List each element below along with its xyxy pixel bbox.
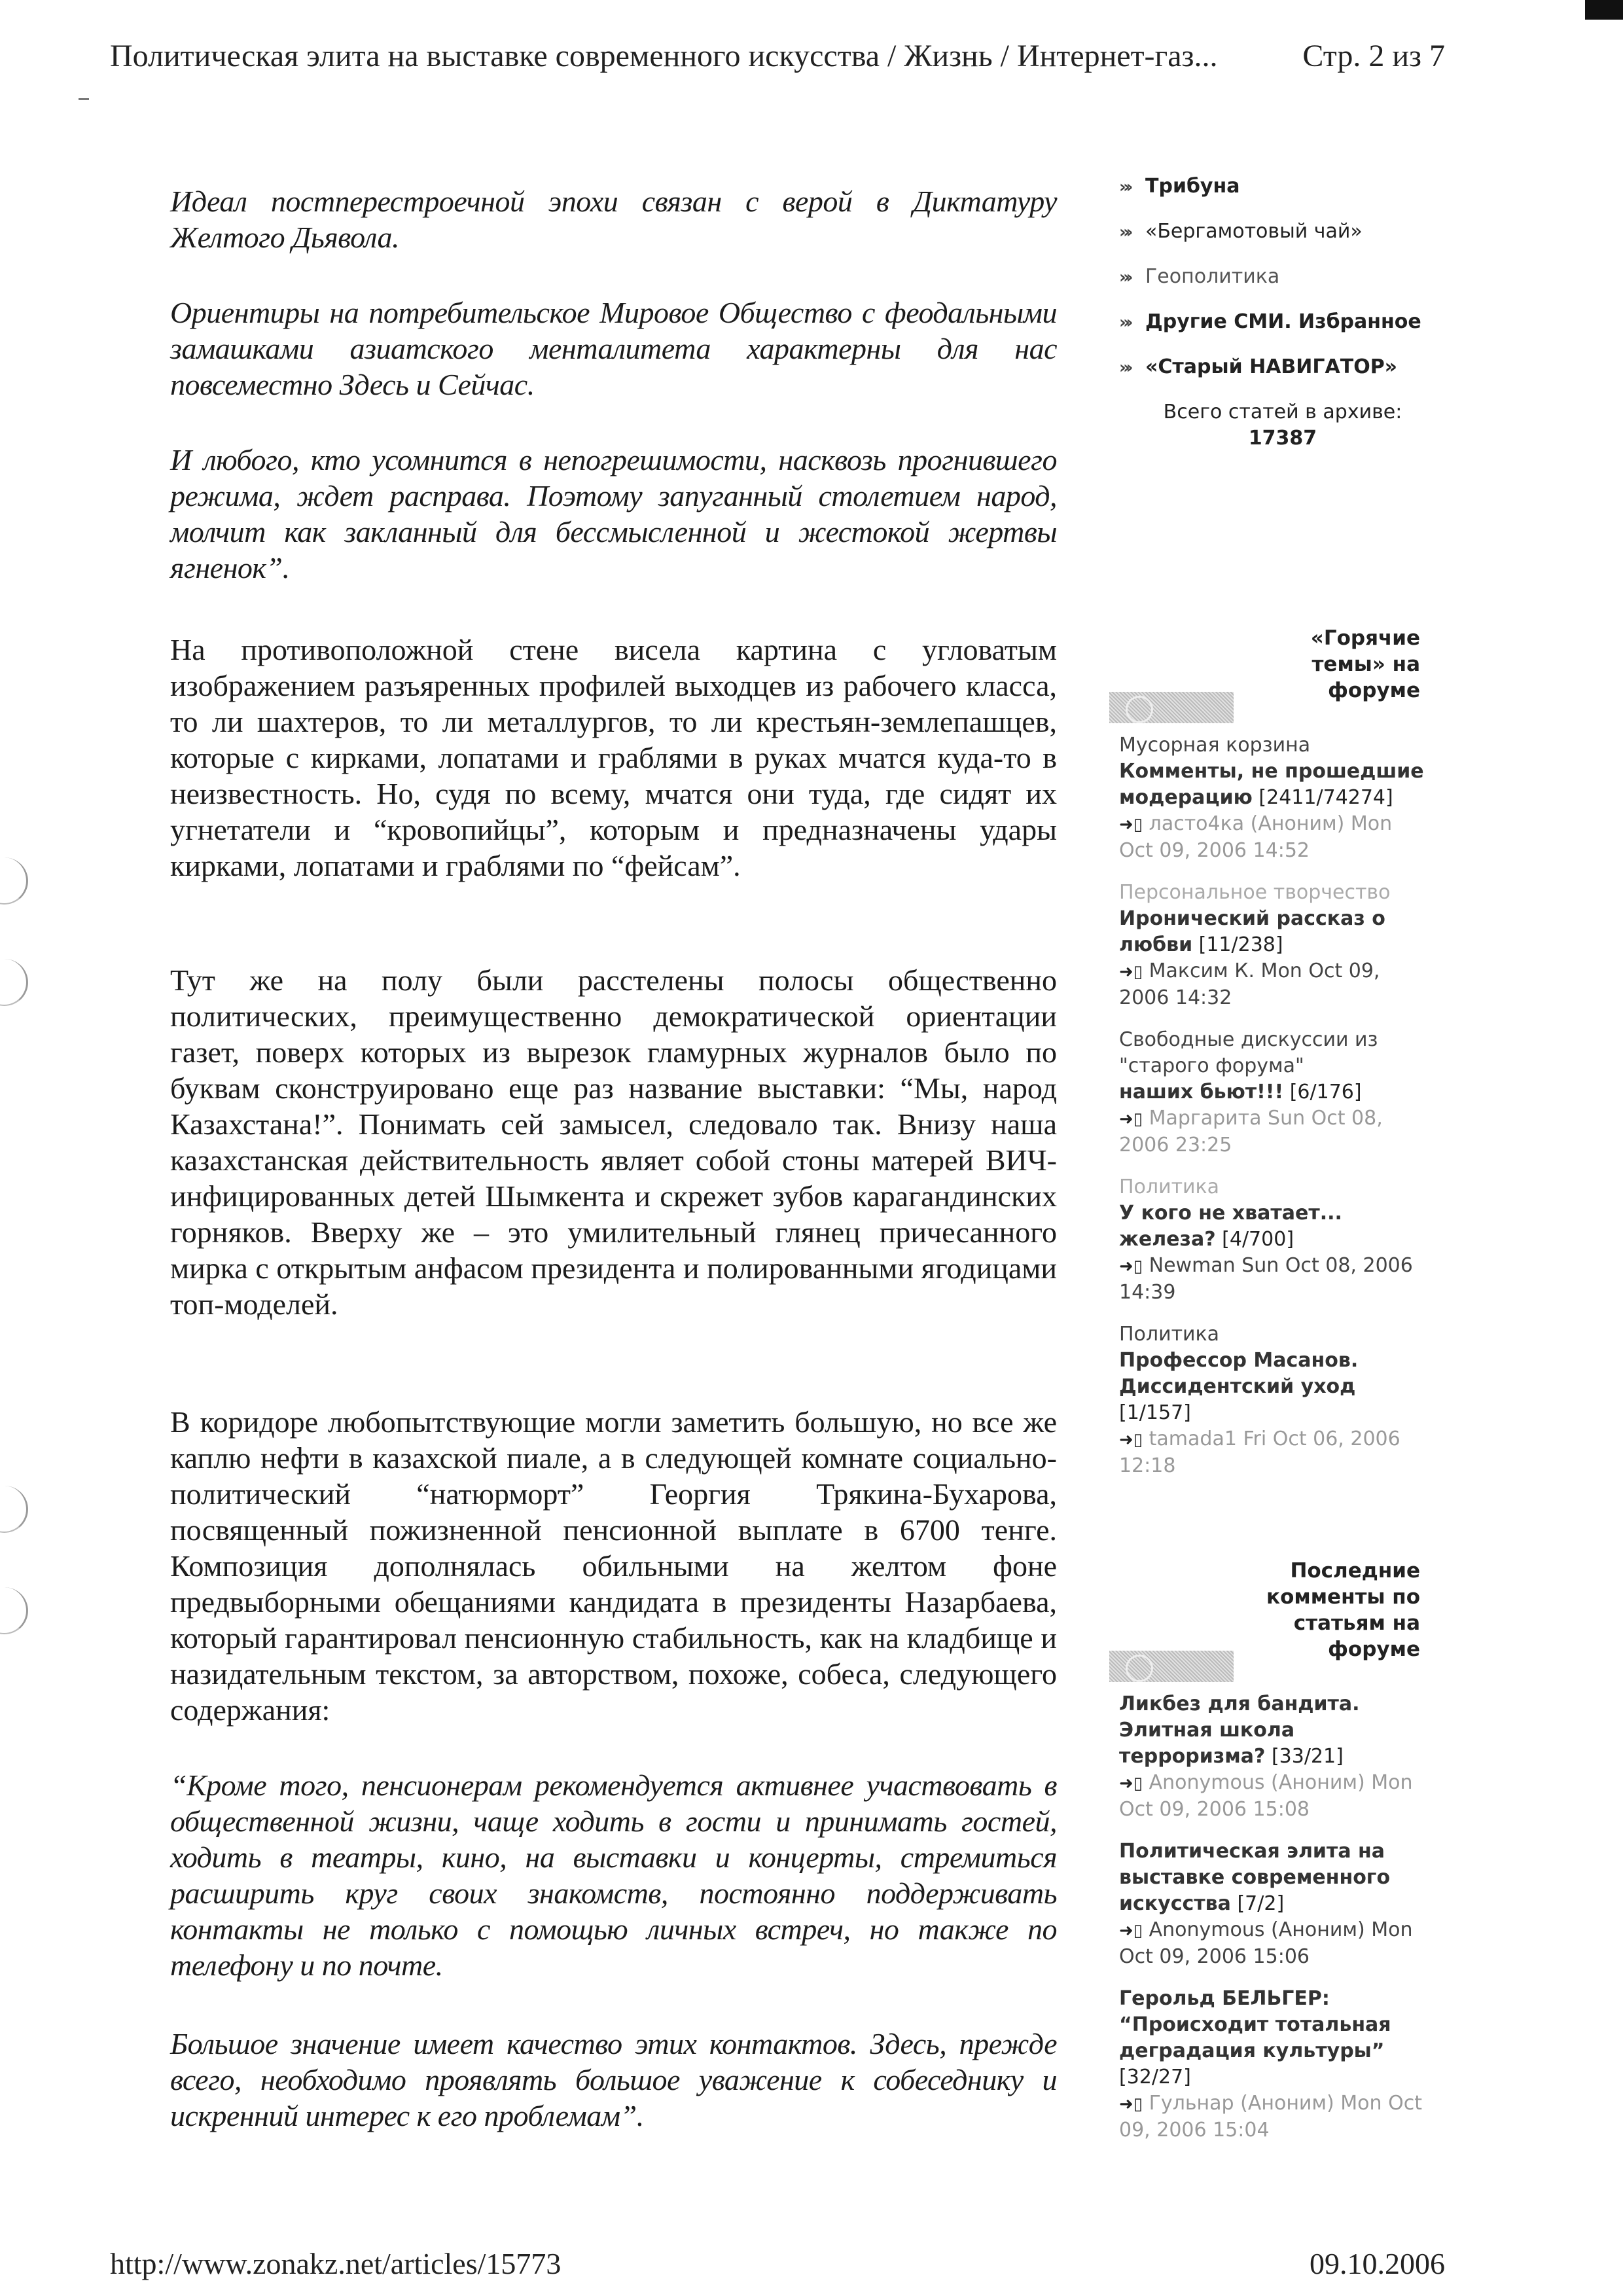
punch-hole: [0, 959, 28, 1006]
arrow-page-icon[interactable]: ➜▯: [1119, 1774, 1143, 1793]
double-chevron-icon: »›: [1119, 268, 1130, 287]
page-number: Стр. 2 из 7: [1302, 39, 1445, 73]
topic-category[interactable]: Мусорная корзина: [1119, 734, 1311, 757]
scan-dash: [79, 98, 89, 100]
list-item: Политическая элита на выставке современного искусства [7/2] ➜▯ Anonymous (Аноним) Mon Oct 09, 2006 15:06: [1119, 1840, 1413, 1968]
paragraph: Тут же на полу были расстелены полосы общественно политических, преимущественно демократической ориентации газет, поверх которых из вырезок гламурных журналов было по буквам сконструировано еще раз название выставки: “Мы, народ Казахстана!”. Понимать сей замысел, следовало так. Внизу наша казахстанская действительность являет собой стоны матерей ВИЧ-инфицированных детей Шымкента и скрежет зубов карагандинских горняков. Вверху же – это умилительный глянец причесанного мирка с открытым анфасом президента и полированными ягодицами топ-моделей.: [170, 963, 1057, 1321]
last-comments: [1119, 1558, 1427, 2159]
arrow-page-icon[interactable]: ➜▯: [1119, 2094, 1143, 2114]
topic-category[interactable]: Персональное творчество: [1119, 881, 1391, 904]
arrow-page-icon[interactable]: ➜▯: [1119, 1921, 1143, 1941]
comment-link[interactable]: Герольд БЕЛЬГЕР: “Происходит тотальная деградация культуры”: [1119, 1987, 1391, 2062]
target-icon: [1126, 696, 1153, 723]
sidebar-item-bergamot-tea[interactable]: »› «Бергамотовый чай»: [1119, 219, 1427, 245]
comment-link[interactable]: Политическая элита на выставке современного искусства: [1119, 1840, 1391, 1915]
paragraph: Большое значение имеет качество этих контактов. Здесь, прежде всего, необходимо проявлять большое уважение к собеседнику и искренний интерес к его проблемам”.: [170, 2027, 1057, 2132]
sidebar-item-old-navigator[interactable]: »› «Старый НАВИГАТОР»: [1119, 354, 1427, 381]
forum-banner-image: [1109, 1651, 1234, 1682]
arrow-page-icon[interactable]: ➜▯: [1119, 1257, 1143, 1276]
paragraph: “Кроме того, пенсионерам рекомендуется активнее участвовать в общественной жизни, чаще ходить в гости и принимать гостей, ходить в театры, кино, на выставки и концерты, стремиться расширить круг своих знакомств, постоянно поддерживать контакты не только с помощью личных встреч, но также по телефону и по почте.: [170, 1768, 1057, 1982]
comment-link[interactable]: Ликбез для бандита. Элитная школа терроризма?: [1119, 1693, 1360, 1768]
scan-mark: [1585, 0, 1623, 20]
punch-hole: [0, 857, 28, 905]
punch-hole: [0, 1486, 28, 1533]
print-header: [110, 38, 1445, 74]
paragraph: И любого, кто усомнится в непогрешимости, насквозь прогнившего режима, ждет расправа. Поэтому запуганный столетием народ, молчит как закланный для бессмысленной и жестокой жертвы ягненок”.: [170, 443, 1057, 584]
topic-link[interactable]: наших бьют!!!: [1119, 1081, 1284, 1103]
list-item: Мусорная корзина Комменты, не прошедшие модерацию [2411/74274] ➜▯ ласто4ка (Аноним) Mon Oct 09, 2006 14:52: [1119, 732, 1427, 864]
double-chevron-icon: »›: [1119, 358, 1130, 378]
page-url: http://www.zonakz.net/articles/15773: [110, 2247, 562, 2280]
arrow-page-icon[interactable]: ➜▯: [1119, 1109, 1143, 1129]
print-footer: [110, 2246, 1445, 2281]
topic-link[interactable]: Профессор Масанов. Диссидентский уход: [1119, 1349, 1359, 1398]
arrow-page-icon[interactable]: ➜▯: [1119, 815, 1143, 834]
paragraph: Ориентиры на потребительское Мировое Общество с феодальными замашками азиатского менталитета характерны для нас повсеместно Здесь и Сейчас.: [170, 296, 1057, 401]
double-chevron-icon: »›: [1119, 313, 1130, 332]
list-item: Герольд БЕЛЬГЕР: “Происходит тотальная деградация культуры” [32/27] ➜▯ Гульнар (Аноним) Mon Oct 09, 2006 15:04: [1119, 1987, 1422, 2142]
sidebar-item-other-media[interactable]: »› Другие СМИ. Избранное: [1119, 309, 1427, 336]
list-item: Ликбез для бандита. Элитная школа терроризма? [33/21] ➜▯ Anonymous (Аноним) Mon Oct 09, 2006 15:08: [1119, 1693, 1413, 1821]
archive-count: Всего статей в архиве: 17387: [1163, 401, 1402, 450]
arrow-page-icon[interactable]: ➜▯: [1119, 1430, 1143, 1450]
arrow-page-icon[interactable]: ➜▯: [1119, 962, 1143, 982]
forum-banner-image: [1109, 692, 1234, 723]
punch-hole: [0, 1587, 28, 1634]
topic-link[interactable]: Иронический рассказ о любви: [1119, 907, 1385, 956]
page-title: Политическая элита на выставке современного искусства / Жизнь / Интернет-газ...: [110, 39, 1218, 73]
paragraph: Идеал постперестроечной эпохи связан с верой в Диктатуру Желтого Дьявола.: [170, 185, 1057, 254]
paragraph: В коридоре любопытствующие могли заметить большую, но все же каплю нефти в казахской пиале, а в следующей комнате социально-политический “натюрморт” Георгия Трякина-Бухарова, посвященный пожизненной пенсионной выплате в 6700 тенге. Композиция дополнялась обильными на желтом фоне предвыборными обещаниями кандидата в президенты Назарбаева, который гарантировал пенсионную стабильность, как на кладбище и назидательным текстом, за авторством, похоже, собеса, следующего содержания:: [170, 1405, 1057, 1727]
topic-category[interactable]: Политика: [1119, 1323, 1220, 1346]
double-chevron-icon: »›: [1119, 223, 1130, 242]
list-item: Свободные дискуссии из "старого форума" наших бьют!!! [6/176] ➜▯ Маргарита Sun Oct 08, 2006 23:25: [1119, 1027, 1427, 1158]
list-item: Политика Профессор Масанов. Диссидентский уход [1/157] ➜▯ tamada1 Fri Oct 06, 2006 12:18: [1119, 1321, 1427, 1479]
target-icon: [1126, 1655, 1153, 1682]
list-item: Персональное творчество Иронический рассказ о любви [11/238] ➜▯ Максим К. Mon Oct 09, 2006 14:32: [1119, 880, 1427, 1011]
topic-link[interactable]: Комменты, не прошедшие модерацию: [1119, 760, 1424, 809]
topic-category[interactable]: Политика: [1119, 1175, 1220, 1198]
sidebar-nav: [1119, 173, 1427, 452]
double-chevron-icon: »›: [1119, 177, 1130, 197]
sidebar-item-geopolitics[interactable]: »› Геополитика: [1119, 264, 1427, 291]
last-comments-title: Последние комменты по статьям на форуме: [1266, 1559, 1420, 1661]
topic-link[interactable]: У кого не хватает... железа?: [1119, 1202, 1342, 1251]
list-item: Политика У кого не хватает... железа? [4/700] ➜▯ Newman Sun Oct 08, 2006 14:39: [1119, 1174, 1427, 1306]
paragraph: На противоположной стене висела картина с угловатым изображением разъяренных профилей выходцев из рабочего класса, то ли шахтеров, то ли металлургов, то ли крестьян-землепашцев, которые с кирками, лопатами и граблями в руках мчатся куда-то в неизвестность. Но, судя по всему, мчатся они туда, где сидят их угнетатели и “кровопийцы”, которым и предназначены удары кирками, лопатами и граблями по “фейсам”.: [170, 633, 1057, 882]
print-date: 09.10.2006: [1310, 2247, 1445, 2280]
hot-topics-title: «Горячие темы» на форуме: [1310, 626, 1420, 702]
hot-topics: [1119, 625, 1427, 1495]
sidebar-item-tribuna[interactable]: »› Трибуна: [1119, 173, 1427, 200]
topic-category[interactable]: Свободные дискуссии из "старого форума": [1119, 1028, 1378, 1077]
